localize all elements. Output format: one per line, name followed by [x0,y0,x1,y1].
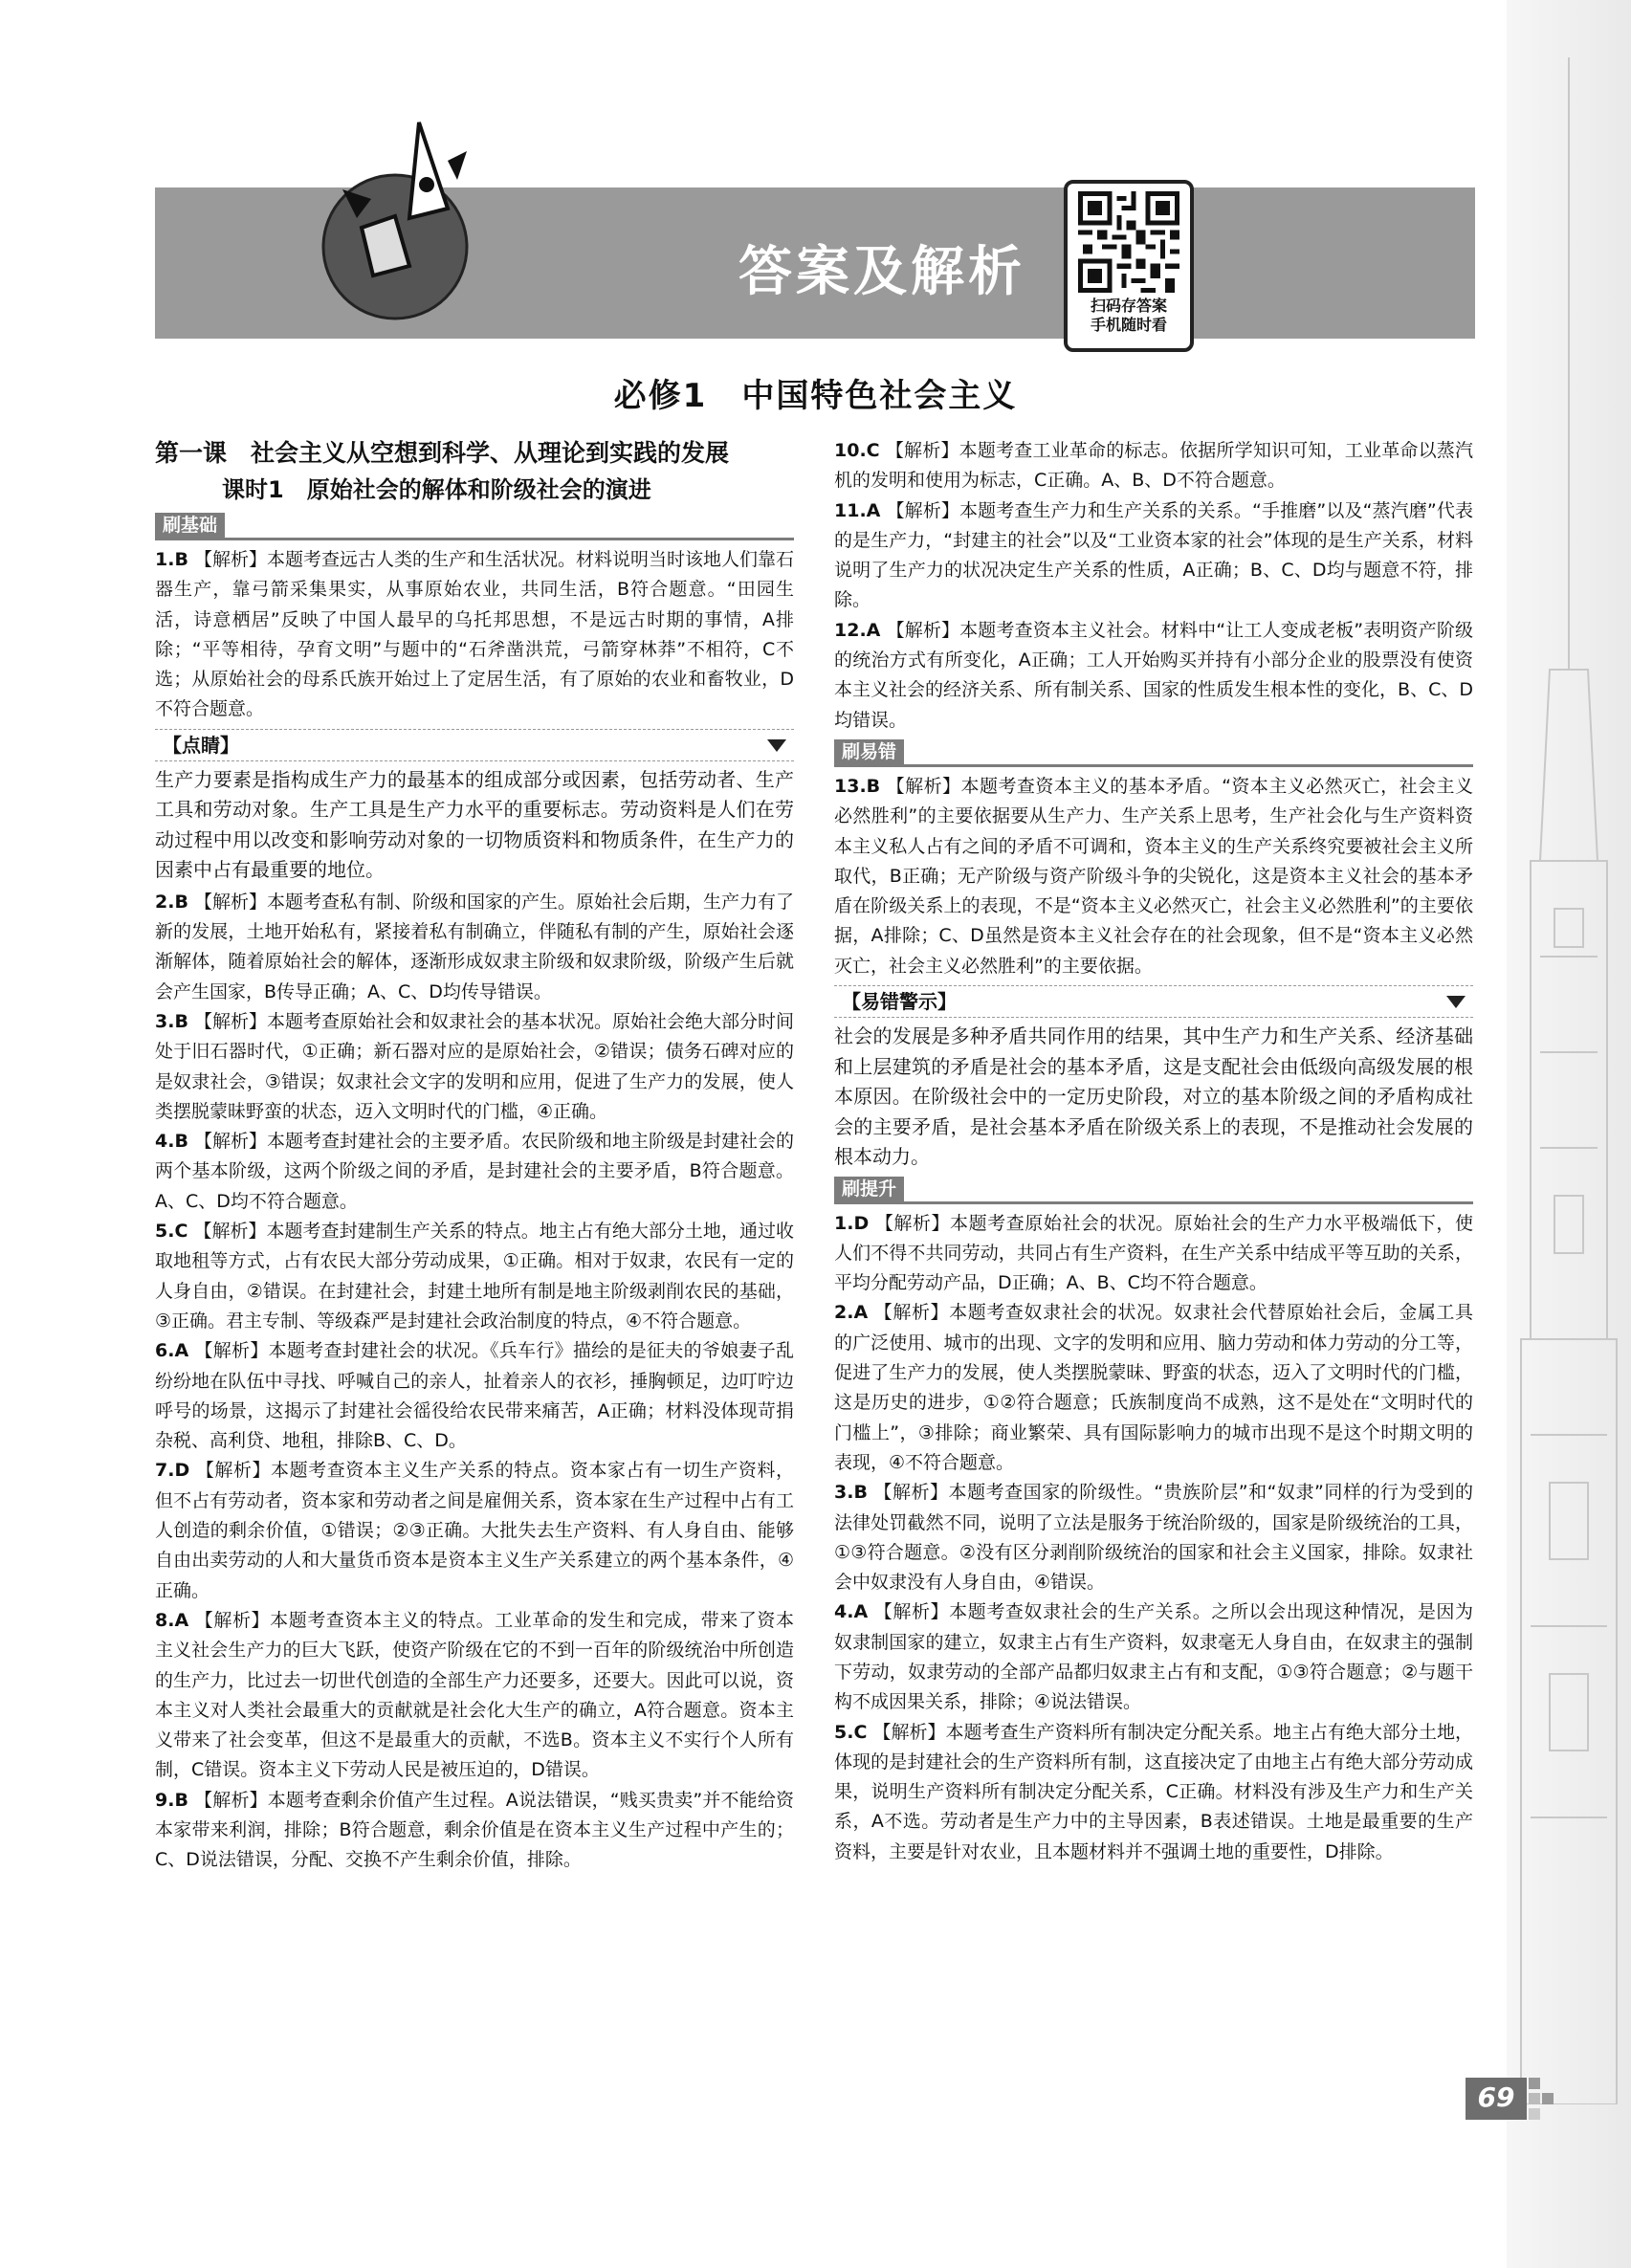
answer-item: 1.D 【解析】本题考查原始社会的状况。原始社会的生产力水平极端低下，使人们不得不共同劳动，共同占有生产资料，在生产关系中结成平等互助的关系，平均分配劳动产品，D正确；A、B、C均不符合题意。 [834,1212,1473,1294]
badge-basic: 刷基础 [155,513,225,538]
right-column [834,436,1473,1867]
answer-item: 3.B 【解析】本题考查原始社会和奴隶社会的基本状况。原始社会绝大部分时间处于旧石器时代，①正确；新石器对应的是原始社会，②错误；债务石碑对应的是奴隶社会，③错误；奴隶社会文字的发明和应用，促进了生产力的发展，使人类摆脱蒙昧野蛮的状态，迈入文明时代的门槛，④正确。 [155,1010,794,1122]
page-number-decoration [1527,2070,1555,2127]
answer-item: 7.D 【解析】本题考查资本主义生产关系的特点。资本家占有一切生产资料，但不占有劳动者，资本家和劳动者之间是雇佣关系，资本家在生产过程中占有工人创造的剩余价值，①错误；②③正确。大批失去生产资料、有人身自由、能够自由出卖劳动的人和大量货币资本是资本主义生产关系建立的两个基本条件，④正确。 [155,1460,794,1601]
qr-caption: 扫码存答案 手机随时看 [1090,297,1167,334]
note-yicuo-body: 社会的发展是多种矛盾共同作用的结果，其中生产力和生产关系、经济基础和上层建筑的矛盾是社会的基本矛盾，这是支配社会由低级向高级发展的根本原因。在阶级社会中的一定历史阶段，对立的基本阶级之间的矛盾构成社会的主要矛盾，是社会基本矛盾在阶级关系上的表现，不是推动社会发展的根本动力。 [834,1024,1473,1169]
answer-item: 5.C 【解析】本题考查生产资料所有制决定分配关系。地主占有绝大部分土地，体现的是封建社会的生产资料所有制，这直接决定了由地主占有绝大部分劳动成果，说明生产资料所有制决定分配关系，C正确。材料没有涉及生产力和生产关系，A不选。劳动者是生产力中的主导因素，B表述错误。土地是最重要的生产资料，主要是针对农业，且本题材料并不强调土地的重要性，D排除。 [834,1721,1473,1862]
answer-item: 5.C 【解析】本题考查封建制生产关系的特点。地主占有绝大部分土地，通过收取地租等方式，占有农民大部分劳动成果，①正确。相对于奴隶，农民有一定的人身自由，②错误。在封建社会，封建土地所有制是地主阶级剥削农民的基础，③正确。君主专制、等级森严是封建社会政治制度的特点，④不符合题意。 [155,1221,794,1332]
lesson-title: 第一课 社会主义从空想到科学、从理论到实践的发展 [155,439,730,467]
rocket-logo [304,103,486,333]
answer-item: 2.B 【解析】本题考查私有制、阶级和国家的产生。原始社会后期，生产力有了新的发展，土地开始私有，紧接着私有制确立，伴随私有制的产生，原始社会逐渐解体，随着原始社会的解体，逐渐形成奴隶主阶级和奴隶阶级，阶级产生后就会产生国家，B传导正确；A、C、D均传导错误。 [155,891,794,1002]
answer-item: 11.A 【解析】本题考查生产力和生产关系的关系。“手推磨”以及“蒸汽磨”代表的是生产力，“封建主的社会”以及“工业资本家的社会”体现的是生产关系，材料说明了生产力的状况决定生产关系的性质，A正确；B、C、D均与题意不符，排除。 [834,499,1474,611]
left-column [155,436,794,1876]
answer-item: 2.A 【解析】本题考查奴隶社会的状况。奴隶社会代替原始社会后，金属工具的广泛使用、城市的出现、文字的发明和应用、脑力劳动和体力劳动的分工等，促进了生产力的发展，使人类摆脱蒙昧、野蛮的状态，迈入了文明时代的门槛，这是历史的进步，①②符合题意；氏族制度尚不成熟，这不是处在“文明时代的门槛上”，③排除；商业繁荣、具有国际影响力的城市出现不是这个时期文明的表现，④不符合题意。 [834,1302,1473,1473]
triangle-down-icon [1446,996,1466,1008]
answer-item: 6.A 【解析】本题考查封建社会的状况。《兵车行》描绘的是征夫的爷娘妻子乱纷纷地在队伍中寻找、呼喊自己的亲人，扯着亲人的衣衫，捶胸顿足，边叮咛边呼号的场景，这揭示了封建社会徭役给农民带来痛苦，A正确；材料没体现苛捐杂税、高利贷、地租，排除B、C、D。 [155,1340,794,1452]
qr-code-icon [1078,191,1179,293]
page-title: 答案及解析 [738,240,1025,303]
answer-item: 8.A 【解析】本题考查资本主义的特点。工业革命的发生和完成，带来了资本主义社会生产力的巨大飞跃，使资产阶级在它的不到一百年的阶级统治中所创造的生产力，比过去一切世代创造的全部生产力还要多，还要大。因此可以说，资本主义对人类社会最重大的贡献就是社会化大生产的确立，A符合题意。资本主义带来了社会变革，但这不是最重大的贡献，不选B。资本主义不实行个人所有制，C错误。资本主义下劳动人民是被压迫的，D错误。 [155,1609,794,1781]
badge-improve: 刷提升 [834,1177,904,1201]
answer-item: 1.B 【解析】本题考查远古人类的生产和生活状况。材料说明当时该地人们靠石器生产，靠弓箭采集果实，从事原始农业，共同生活，B符合题意。“田园生活，诗意栖居”反映了中国人最早的乌托邦思想，不是远古时期的事情，A排除；“平等相待，孕育文明”与题中的“石斧凿洪荒，弓箭穿林莽”不相符，C不选；从原始社会的母系氏族开始过上了定居生活，有了原始的农业和畜牧业，D不符合题意。 [155,549,794,720]
answer-item: 4.B 【解析】本题考查封建社会的主要矛盾。农民阶级和地主阶级是封建社会的两个基本阶级，这两个阶级之间的矛盾，是封建社会的主要矛盾，B符合题意。A、C、D均不符合题意。 [155,1131,794,1212]
page-number: 69 [1477,2081,1515,2113]
note-dianjing-body: 生产力要素是指构成生产力的最基本的组成部分或因素，包括劳动者、生产工具和劳动对象。生产工具是生产力水平的重要标志。劳动资料是人们在劳动过程中用以改变和影响劳动对象的一切物质资料和物质条件，在生产力的因素中占有最重要的地位。 [155,767,794,882]
answer-item: 9.B 【解析】本题考查剩余价值产生过程。A说法错误，“贱买贵卖”并不能给资本家带来利润，排除；B符合题意，剩余价值是在资本主义生产过程中产生的；C、D说法错误，分配、交换不产生剩余价值，排除。 [155,1789,794,1871]
badge-mistake: 刷易错 [834,739,904,764]
tower-illustration [1511,0,1626,2104]
badge-mistake-row [834,739,1473,768]
qr-code-box [1064,180,1194,352]
note-yicuo-header[interactable]: 【易错警示】 [834,985,1473,1018]
answer-item: 13.B 【解析】本题考查资本主义的基本矛盾。“资本主义必然灭亡，社会主义必然胜利”的主要依据要从生产力、生产关系上思考，生产社会化与生产资料资本主义私人占有之间的矛盾不可调和，资本主义的生产关系终究要被社会主义所取代，B正确；无产阶级与资产阶级斗争的尖锐化，这是资本主义社会的基本矛盾在阶级关系上的表现，不是“资本主义必然灭亡，社会主义必然胜利”的主要依据，A排除；C、D虽然是资本主义社会存在的社会现象，但不是“资本主义必然灭亡，社会主义必然胜利”的主要依据。 [834,775,1473,977]
answer-item: 10.C 【解析】本题考查工业革命的标志。依据所学知识可知，工业革命以蒸汽机的发明和使用为标志，C正确。A、B、D不符合题意。 [834,440,1473,492]
badge-basic-row [155,513,794,541]
badge-improve-row [834,1177,1473,1205]
main-title: 必修1 中国特色社会主义 [613,377,1018,415]
answer-item: 12.A 【解析】本题考查资本主义社会。材料中“让工人变成老板”表明资产阶级的统治方式有所变化，A正确；工人开始购买并持有小部分企业的股票没有使资本主义社会的经济关系、所有制关系、国家的性质发生根本性的变化，B、C、D均错误。 [834,619,1473,731]
triangle-down-icon [767,739,786,752]
note-dianjing-header[interactable]: 【点睛】 [155,729,794,761]
answer-item: 4.A 【解析】本题考查奴隶社会的生产关系。之所以会出现这种情况，是因为奴隶制国家的建立，奴隶主占有生产资料，奴隶毫无人身自由，在奴隶主的强制下劳动，奴隶劳动的全部产品都归奴隶主占有和支配，①③符合题意；②与题干构不成因果关系，排除；④说法错误。 [834,1601,1473,1713]
answer-item: 3.B 【解析】本题考查国家的阶级性。“贵族阶层”和“奴隶”同样的行为受到的法律处罚截然不同，说明了立法是服务于统治阶级的，国家是阶级统治的工具，①③符合题意。②没有区分剥削阶级统治的国家和社会主义国家，排除。奴隶社会中奴隶没有人身自由，④错误。 [834,1482,1473,1594]
page-number-box [1466,2078,1527,2120]
section-title: 课时1 原始社会的解体和阶级社会的演进 [222,476,651,503]
